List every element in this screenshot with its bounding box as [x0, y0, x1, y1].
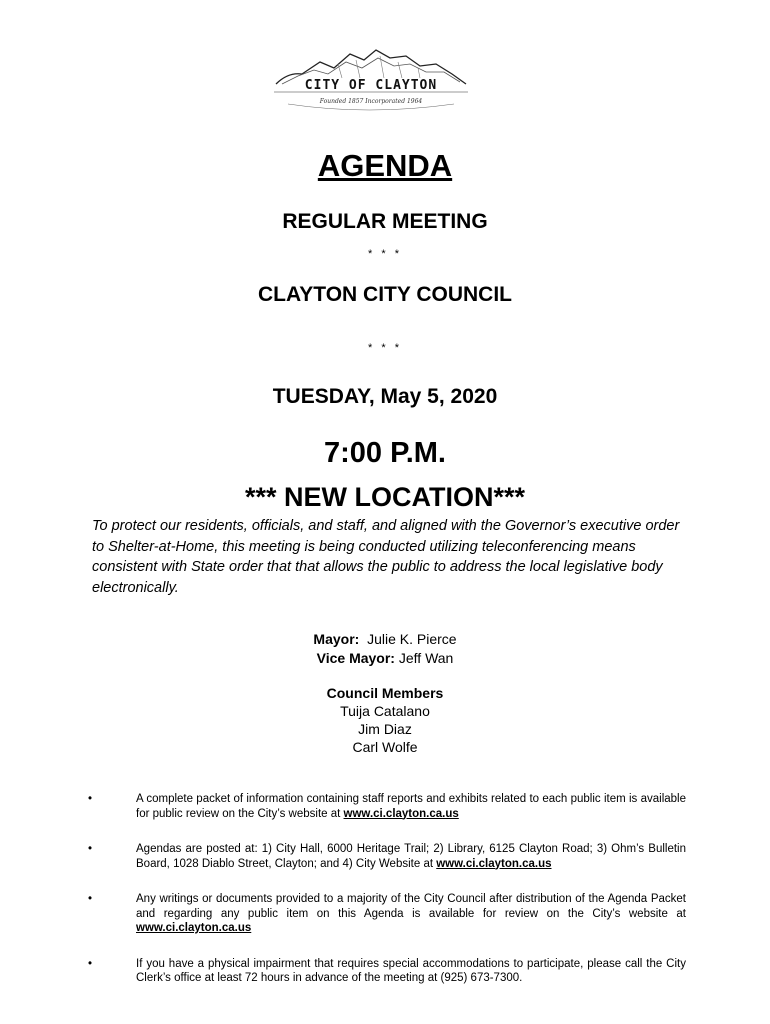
list-item	[86, 957, 686, 986]
bullet-icon: •	[88, 843, 93, 855]
bullet-icon: •	[88, 893, 93, 905]
mayor-name: Julie K. Pierce	[367, 631, 457, 647]
logo-city-name: CITY OF CLAYTON	[304, 78, 438, 93]
vice-mayor-label: Vice Mayor:	[316, 650, 395, 666]
meeting-type: REGULAR MEETING	[282, 210, 488, 233]
notice-text: If you have a physical impairment that requires special accommodations to participate, please call the City Clerk’s office at least 72 hours in advance of the meeting at (925) 673-7300.	[136, 957, 686, 984]
list-item	[86, 792, 686, 821]
bullet-icon: •	[88, 793, 93, 805]
bullet-icon: •	[88, 957, 93, 970]
council-member: Jim Diaz	[358, 721, 412, 737]
notice-text: A complete packet of information containing staff reports and exhibits related to each public item is available for public review on the City’s website at	[136, 793, 686, 820]
divider-stars-1: * * *	[368, 248, 402, 260]
vice-mayor-name: Jeff Wan	[398, 650, 454, 666]
city-of-clayton-logo	[268, 44, 474, 120]
list-item	[86, 892, 686, 936]
mayor-label: Mayor:	[313, 631, 360, 647]
council-member: Carl Wolfe	[352, 739, 418, 755]
mayor-line	[0, 630, 770, 648]
meeting-time: 7:00 P.M.	[324, 437, 446, 469]
website-link[interactable]: www.ci.clayton.ca.us	[436, 857, 552, 870]
council-members-heading: Council Members	[326, 685, 444, 701]
agenda-title: AGENDA	[317, 148, 453, 183]
notice-text: Agendas are posted at: 1) City Hall, 6000 Heritage Trail; 2) Library, 6125 Clayton Road; 3) Ohm’s Bulletin Board, 1028 Diablo Street, Clayton; and 4) City Website at	[136, 843, 686, 870]
notice-text: Any writings or documents provided to a majority of the City Council after distribution of the Agenda Packet and regarding any public item on this Agenda is available for review on the City’s website at	[136, 893, 686, 920]
website-link[interactable]: www.ci.clayton.ca.us	[343, 807, 459, 820]
divider-stars-2: * * *	[368, 342, 402, 354]
council-member: Tuija Catalano	[340, 703, 430, 719]
teleconference-notice: To protect our residents, officials, and staff, and aligned with the Governor’s executive order to Shelter-at-Home, this meeting is being conducted utilizing teleconferencing means consistent with State order that that allows the public to address the local legislative body electronically.	[92, 518, 680, 596]
list-item	[86, 842, 686, 871]
vice-mayor-line	[0, 649, 770, 667]
meeting-date: TUESDAY, May 5, 2020	[272, 385, 498, 408]
logo-founded-text: Founded 1857 Incorporated 1964	[319, 98, 423, 105]
council-name: CLAYTON CITY COUNCIL	[258, 283, 512, 306]
notice-list	[86, 792, 686, 1007]
new-location-heading: *** NEW LOCATION***	[244, 482, 526, 512]
website-link[interactable]: www.ci.clayton.ca.us	[136, 922, 252, 934]
